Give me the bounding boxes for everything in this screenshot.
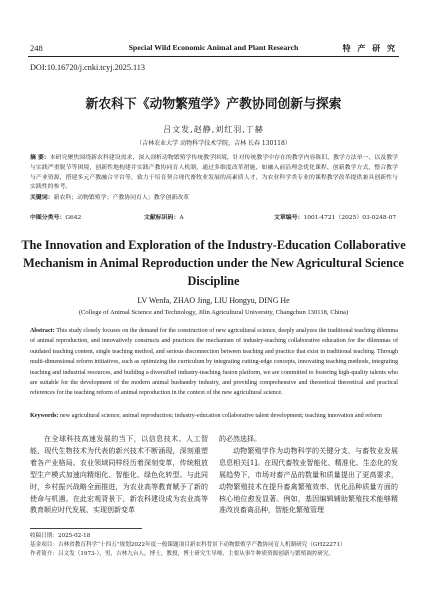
header-rule: [28, 56, 399, 57]
chinese-authors: 吕文发,赵静,刘红羽,丁赫: [163, 125, 264, 134]
page-number: 248: [30, 43, 43, 53]
english-abstract-text: This study closely focuses on the demand for the construction of new agricultural science, deeply analyzes the traditional teaching dilemma of animal reproduction, and innovatively constructs and practices the mechanism of industry-teaching collaborative education for the dilemmas of outdated teaching content, single teaching method, and serious disconnection between teaching and practice that exist in traditional teaching. Through multi-dimensional reform initiatives, such as optimizing the curriculum by integrating cutting-edge concepts, innovating teaching methods, integrating teaching and industrial resources, and building a diversified industry-teaching fusion platform, we are committed to fostering high-quality talents who are suitable for the development of the modern animal husbandry industry, and providing comprehensive and theoretical theoretical and practical references for the teaching reform of animal reproduction in the context of the new agricultural science.: [30, 328, 398, 397]
english-abstract: [30, 326, 398, 399]
chinese-affiliation: （吉林农业大学 动物科学技术学院，吉林 长春 130118）: [136, 140, 291, 147]
clc-value: G642: [65, 215, 82, 221]
article-number-label: 文章编号：: [274, 215, 304, 221]
chinese-abstract: [30, 154, 398, 193]
right-column-paragraph: 动物繁殖学作为动物科学的关键分支，与畜牧业发展息息相关[1]。在现代畜牧业智能化、精准化、生态化的发展趋势下，市场对畜产品的数量和质量提出了更高要求，动物繁殖技术在提升畜禽繁殖效率、优化品种质量方面的核心地位愈发显著。例如，基因编辑辅助繁殖技术能够精准改良畜禽品种，智能化繁殖管理: [219, 446, 398, 515]
section-label: 特 产 研 究: [342, 44, 397, 53]
chinese-abstract-text: 本研究聚焦围绕新农科建设需求，深入剖析动物繁殖学传统教学困境，针对传统教学中存在的教学内容陈旧、教学方法单一、以及教学与实践严重脱节等困境，创新性地构建并实践产教协同育人机制，通过多维度改革措施，如融入前沿理念优化课程、创新教学方式、整合教学与产业资源，搭建多元产教融合平台等，致力于培育契合现代畜牧业发展的高素质人才，为农业科学类专业的课程教学改革提供兼具创新性与实践性的参考。: [30, 155, 398, 191]
english-keywords-label: Keywords:: [30, 413, 59, 419]
english-keywords: [30, 412, 398, 421]
document-code: [144, 212, 184, 221]
clc-label: 中图分类号：: [30, 215, 66, 221]
chinese-abstract-label: 摘 要：: [30, 155, 50, 161]
chinese-keywords-text: 新农科；动物繁殖学；产教协同育人；教学创新改革: [53, 195, 190, 201]
chinese-title: 新农科下《动物繁殖学》产教协同创新与探索: [85, 97, 342, 112]
article-number-value: 1001-4721（2025）03-0248-07: [303, 215, 397, 221]
english-authors: LV Wenfa, ZHAO Jing, LIU Hongyu, DING He: [137, 296, 290, 305]
document-code-label: 文献标识码：: [144, 215, 180, 221]
footnote-rule: [30, 528, 142, 529]
body-left-column: 在全球科技高速发展的当下，以信息技术、人工智能、现代生物技术为代表的新兴技术不断涌现，深刻重塑着各产业格局。农业领域同样经历着深刻变革，传统粗放型生产模式加速向精细化、智能化、绿色化转型。与此同时，乡村振兴战略全面推进，为农业高等教育赋予了新的使命与机遇。在此宏观背景下，新农科建设成为农业高等教育顺应时代发展、实现创新变革: [30, 435, 208, 515]
english-keywords-text: new agricultural science; animal reproduction; industry-education collaborative talent development; teaching innovation and reform: [59, 413, 382, 419]
clc-number: [30, 212, 81, 221]
article-number: [274, 212, 396, 221]
footnote-received: 收稿日期：2025-02-18: [30, 533, 91, 539]
english-affiliation: (College of Animal Science and Technology, Jilin Agricultural University, Changchun 130118, China): [78, 309, 349, 316]
right-column-continuation: 的必然选择。: [219, 435, 261, 443]
chinese-keywords: [30, 194, 398, 203]
journal-name: Special Wild Economic Animal and Plant Research: [128, 43, 299, 52]
english-title: The Innovation and Exploration of the Industry-Education Collaborative Mechanism in Animal Reproduction under the New Agricultural Science Discipline: [21, 238, 406, 289]
english-abstract-label: Abstract:: [30, 328, 55, 334]
document-code-value: A: [179, 215, 184, 221]
doi-line[interactable]: DOI:10.16720/j.cnki.tcyj.2025.113: [30, 63, 145, 72]
body-right-column: [219, 434, 398, 517]
chinese-keywords-label: 关键词：: [30, 195, 54, 201]
footnote-author: 作者简介：吕文发（1973-），男，吉林九台人，博士，教授，博士研究生导师，主要从事牛种质资源创新与繁殖调控研究。: [30, 551, 335, 557]
footnote-fund: 基金项目：吉林省教育科学“十四五”规划2022年度一般课题项目新农科背景下动物繁殖学产教协同育人机制研究（GH22271）: [30, 542, 346, 548]
